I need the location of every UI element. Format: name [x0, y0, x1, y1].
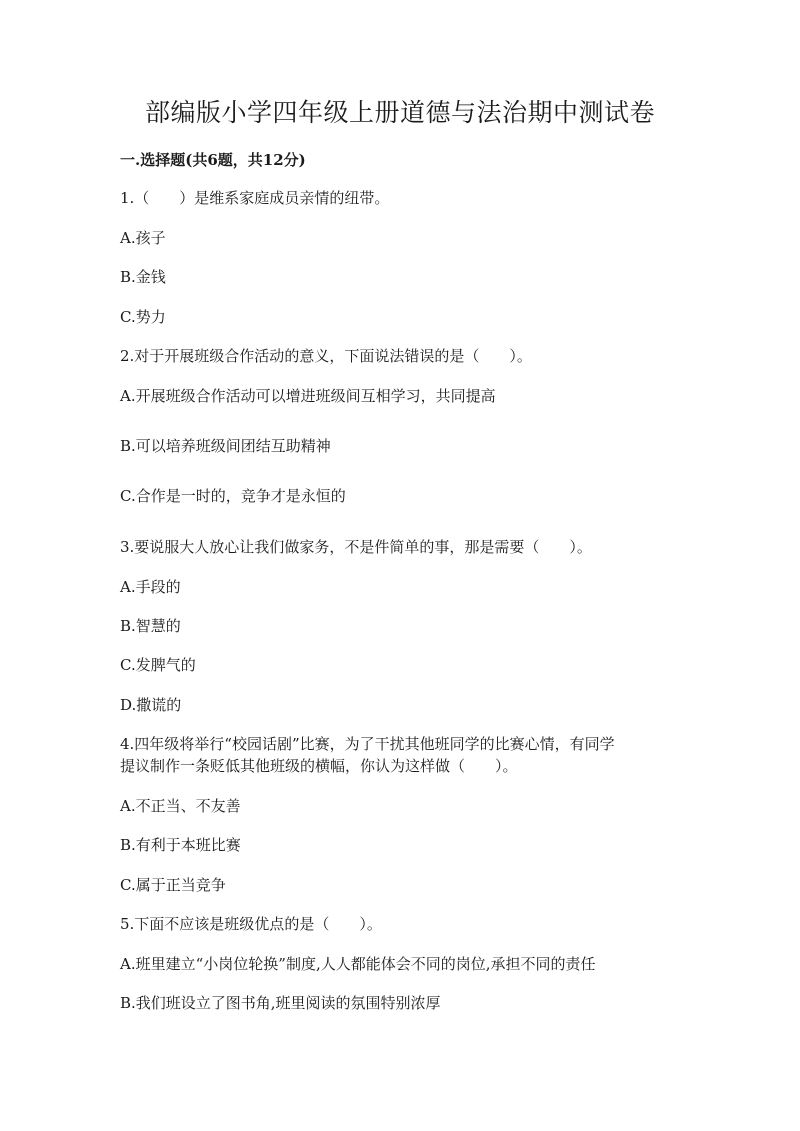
question-2-stem: 2.对于开展班级合作活动的意义，下面说法错误的是（ ）。 [120, 347, 532, 365]
question-3-option-c[interactable]: C.发脾气的 [120, 656, 196, 674]
question-5-stem: 5.下面不应该是班级优点的是（ ）。 [120, 915, 382, 933]
question-4-stem-line-2: 提议制作一条贬低其他班级的横幅，你认为这样做（ ）。 [120, 757, 518, 775]
question-5-option-b[interactable]: B.我们班设立了图书角,班里阅读的氛围特别浓厚 [120, 994, 441, 1012]
question-1-option-c[interactable]: C.势力 [120, 308, 166, 326]
section-heading: 一.选择题(共6题，共12分) [120, 151, 306, 169]
question-3-stem: 3.要说服大人放心让我们做家务，不是件简单的事，那是需要（ ）。 [120, 538, 592, 556]
question-4-option-c[interactable]: C.属于正当竞争 [120, 876, 226, 894]
question-3-option-d[interactable]: D.撒谎的 [120, 696, 182, 714]
question-1-stem: 1.（ ）是维系家庭成员亲情的纽带。 [120, 189, 390, 207]
question-3-option-a[interactable]: A.手段的 [120, 578, 181, 596]
page-title: 部编版小学四年级上册道德与法治期中测试卷 [144, 98, 655, 127]
question-4-option-b[interactable]: B.有利于本班比赛 [120, 836, 241, 854]
question-4-option-a[interactable]: A.不正当、不友善 [120, 797, 241, 815]
question-1-option-b[interactable]: B.金钱 [120, 268, 166, 286]
question-2-option-b[interactable]: B.可以培养班级间团结互助精神 [120, 437, 331, 455]
question-2-option-c[interactable]: C.合作是一时的，竞争才是永恒的 [120, 487, 346, 505]
question-2-option-a[interactable]: A.开展班级合作活动可以增进班级间互相学习，共同提高 [120, 387, 496, 405]
question-5-option-a[interactable]: A.班里建立“小岗位轮换”制度,人人都能体会不同的岗位,承担不同的责任 [120, 955, 596, 973]
question-3-option-b[interactable]: B.智慧的 [120, 617, 181, 635]
question-1-option-a[interactable]: A.孩子 [120, 229, 166, 247]
question-4-stem-line-1: 4.四年级将举行“校园话剧”比赛，为了干扰其他班同学的比赛心情，有同学 [120, 735, 615, 753]
